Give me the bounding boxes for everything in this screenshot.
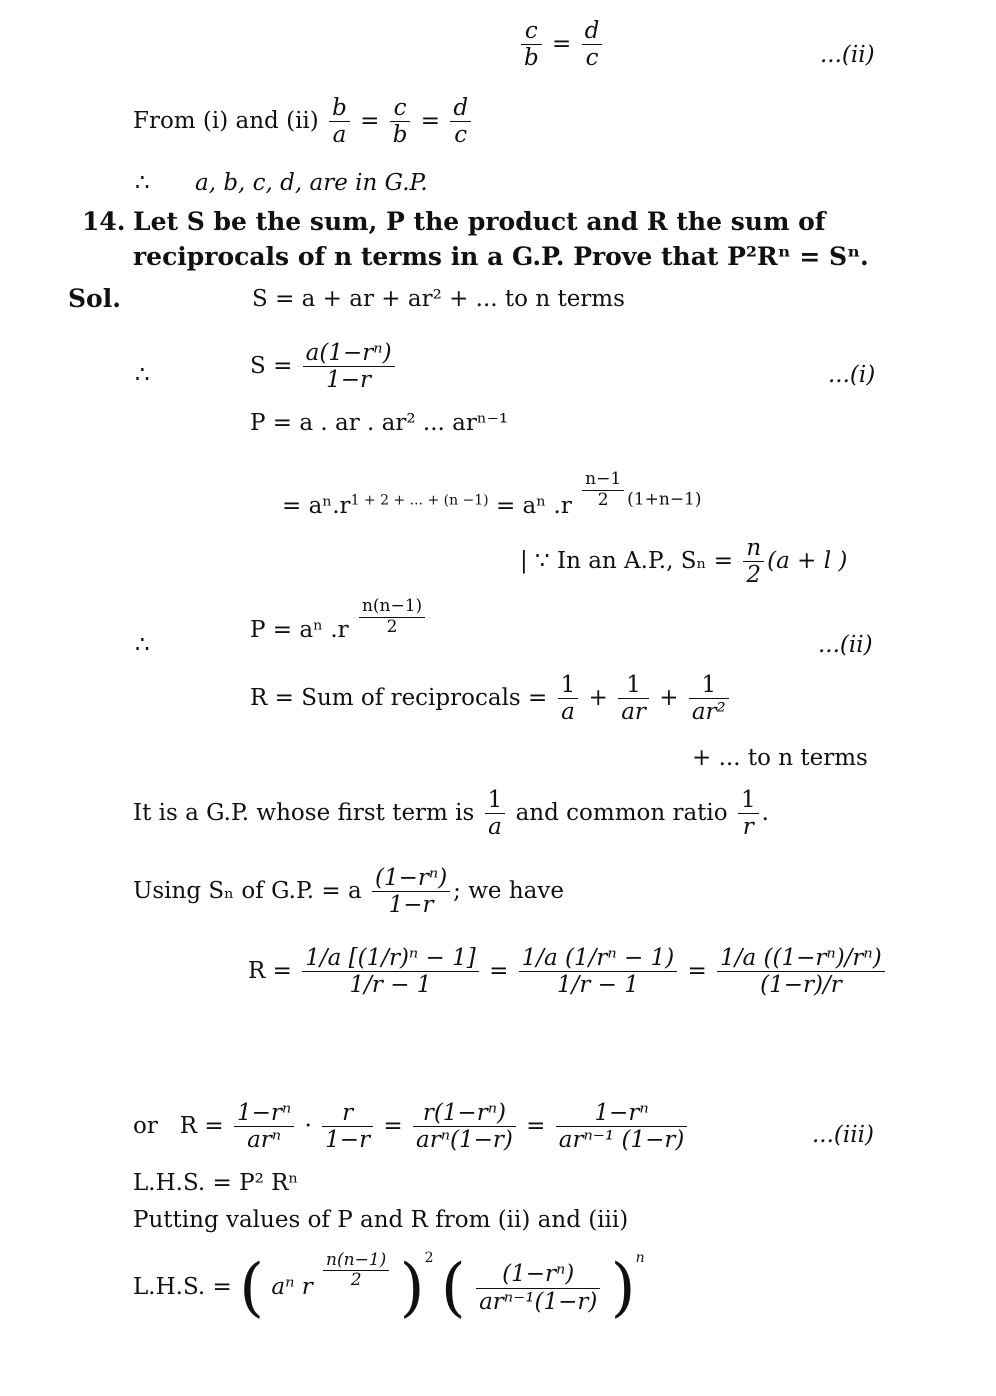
- gp-conclusion: a, b, c, d, are in G.P.: [195, 170, 428, 196]
- question-number: 14.: [82, 207, 126, 236]
- reciprocal-sum-steps: R = $\frac{\text{1/a [(1/r)ⁿ − 1]}}{1/r - 1}$ = $\frac{\text{1/a (1/rⁿ − 1)}}{1/r - 1}$ = $\frac{\text{1/a ((1−rⁿ)/rⁿ)}}{(1-r)/r}$: [248, 945, 888, 999]
- gp-sum-formula-note: Using Sₙ of G.P. = a $\frac{\text{(1−rⁿ)}}{1-r}$ ; we have: [133, 865, 564, 919]
- putting-values-note: Putting values of P and R from (ii) and (iii): [133, 1207, 629, 1233]
- sum-series: S = a + ar + ar² + ... to n terms: [252, 286, 625, 312]
- reciprocal-final: or R = $\frac{\text{1−rⁿ}}{\text{arⁿ}}$ · $\frac{r}{1-r}$ = $\frac{\text{r(1−rⁿ)}}{\text{arⁿ(1−r)}}$ = $\frac{\text{1−rⁿ}}{\text{arⁿ⁻¹ (1−r)}}$: [133, 1100, 690, 1154]
- eq-tag-ii-top: ...(ii): [820, 42, 875, 68]
- question-line-1: Let S be the sum, P the product and R the sum of: [133, 207, 826, 236]
- from-i-ii-line: From (i) and (ii) $\frac{b}{a}$ = $\frac{c}{b}$ = $\frac{d}{c}$: [133, 95, 474, 149]
- question-line-2: reciprocals of n terms in a G.P. Prove that P²Rⁿ = Sⁿ.: [133, 242, 869, 271]
- sum-formula: S = $\frac{\text{a(1−rⁿ)}}{1-r}$: [250, 340, 398, 394]
- lhs-definition: L.H.S. = P² Rⁿ: [133, 1170, 299, 1196]
- therefore-symbol: ∴: [135, 362, 150, 388]
- eq-c-over-b: $\frac{c}{b}$ = $\frac{d}{c}$: [518, 18, 605, 72]
- ap-sum-note: | ∵ In an A.P., Sₙ = $\frac{n}{2}$ (a + l ): [520, 535, 848, 589]
- lhs-final: L.H.S. = ( aⁿ r $\frac{n(n-1)}{2}$ )$^2$ ( $\frac{\text{(1−rⁿ)}}{\text{arⁿ⁻¹(1−r)}}$ )$^n$: [133, 1249, 645, 1325]
- solution-label: Sol.: [68, 284, 121, 313]
- product-expansion: = $a^n.r^{1 + 2 + ... + (n -1)} = a^n$ .r $\frac{n-1}{2}$ $^{(1+n-1)}$: [282, 469, 702, 520]
- product-result: P = aⁿ .r $\frac{n(n-1)}{2}$: [250, 597, 428, 637]
- eq-tag-i: ...(i): [828, 362, 876, 388]
- reciprocal-sum: R = Sum of reciprocals = $\frac{1}{a}$ + $\frac{1}{ar}$ + $\frac{1}{\text{ar²}}$: [250, 672, 732, 726]
- eq-tag-ii: ...(ii): [818, 632, 873, 658]
- therefore-symbol: ∴: [135, 632, 150, 658]
- eq-tag-iii: ...(iii): [812, 1122, 874, 1148]
- gp-first-term-note: It is a G.P. whose first term is $\frac{1}{a}$ and common ratio $\frac{1}{r}$ .: [133, 787, 769, 841]
- therefore-symbol: ∴: [135, 170, 150, 196]
- reciprocal-sum-tail: + ... to n terms: [692, 745, 868, 771]
- product-expression: P = a . ar . ar² ... arⁿ⁻¹: [250, 410, 509, 436]
